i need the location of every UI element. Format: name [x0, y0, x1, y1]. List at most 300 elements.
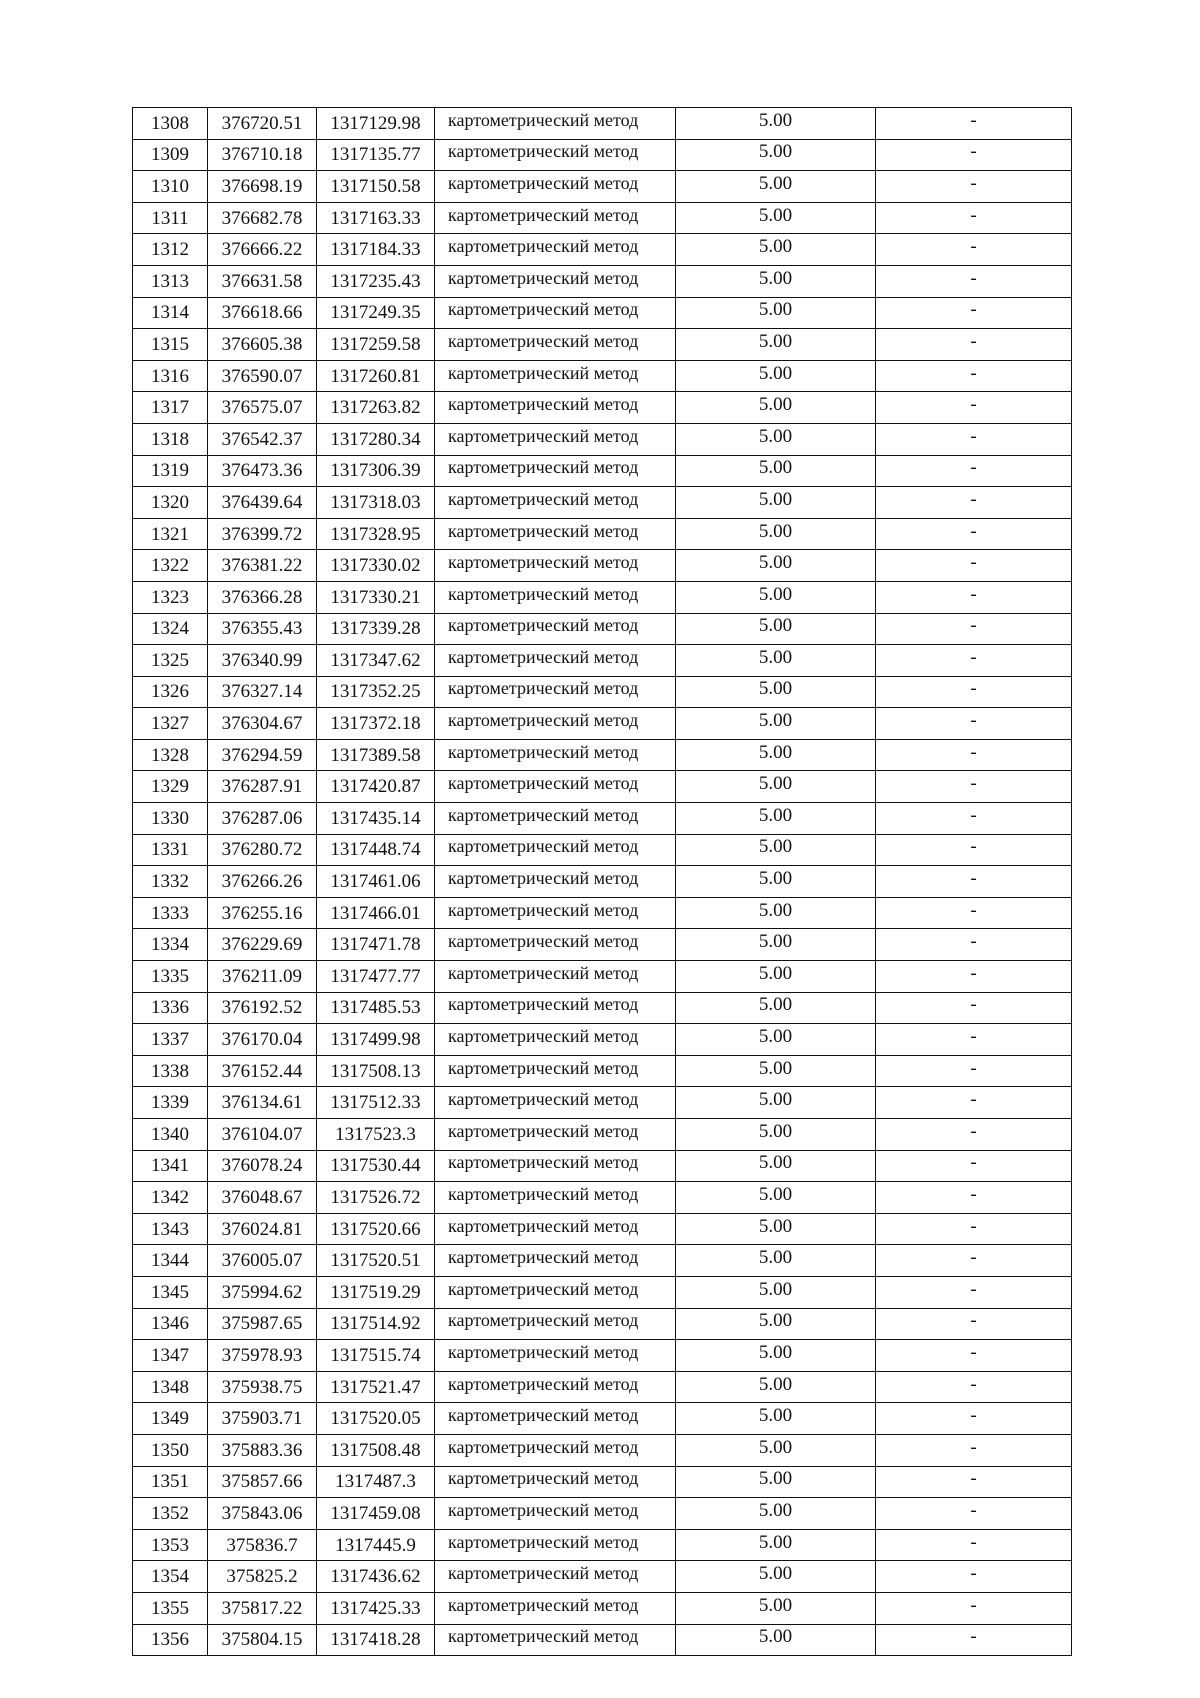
accuracy-cell: 5.00 — [676, 1242, 876, 1274]
accuracy-cell: 5.00 — [676, 831, 876, 863]
point-number-cell: 1334 — [133, 929, 208, 961]
x-coordinate-cell: 376682.78 — [208, 202, 317, 234]
y-coordinate-cell: 1317521.47 — [317, 1371, 435, 1403]
x-coordinate-cell: 375804.15 — [208, 1624, 317, 1656]
table-row — [133, 329, 1072, 361]
description-cell: - — [876, 231, 1072, 263]
x-coordinate-cell: 376698.19 — [208, 171, 317, 203]
point-number-cell: 1348 — [133, 1371, 208, 1403]
accuracy-cell: 5.00 — [676, 420, 876, 452]
accuracy-cell: 5.00 — [676, 1021, 876, 1053]
description-cell: - — [876, 800, 1072, 832]
x-coordinate-cell: 376170.04 — [208, 1024, 317, 1056]
point-number-cell: 1340 — [133, 1119, 208, 1151]
y-coordinate-cell: 1317487.3 — [317, 1466, 435, 1498]
point-number-cell: 1345 — [133, 1276, 208, 1308]
method-cell: картометрический метод — [435, 578, 676, 610]
point-number-cell: 1309 — [133, 139, 208, 171]
accuracy-cell: 5.00 — [676, 863, 876, 895]
y-coordinate-cell: 1317372.18 — [317, 708, 435, 740]
point-number-cell: 1308 — [133, 108, 208, 140]
description-cell: - — [876, 989, 1072, 1021]
accuracy-cell: 5.00 — [676, 1558, 876, 1590]
method-cell: картометрический метод — [435, 1526, 676, 1558]
point-number-cell: 1317 — [133, 392, 208, 424]
point-number-cell: 1327 — [133, 708, 208, 740]
y-coordinate-cell: 1317485.53 — [317, 992, 435, 1024]
table-row — [133, 1055, 1072, 1087]
x-coordinate-cell: 376255.16 — [208, 897, 317, 929]
y-coordinate-cell: 1317466.01 — [317, 897, 435, 929]
description-cell: - — [876, 578, 1072, 610]
x-coordinate-cell: 376192.52 — [208, 992, 317, 1024]
description-cell: - — [876, 136, 1072, 168]
table-row — [133, 1466, 1072, 1498]
table-row — [133, 1529, 1072, 1561]
table-row — [133, 708, 1072, 740]
description-cell: - — [876, 1526, 1072, 1558]
x-coordinate-cell: 376542.37 — [208, 423, 317, 455]
method-cell: картометрический метод — [435, 926, 676, 958]
x-coordinate-cell: 376134.61 — [208, 1087, 317, 1119]
table-row — [133, 1119, 1072, 1151]
method-cell: картометрический метод — [435, 1210, 676, 1242]
accuracy-cell: 5.00 — [676, 673, 876, 705]
table-row — [133, 1024, 1072, 1056]
description-cell: - — [876, 1589, 1072, 1621]
description-cell: - — [876, 199, 1072, 231]
accuracy-cell: 5.00 — [676, 262, 876, 294]
x-coordinate-cell: 376048.67 — [208, 1182, 317, 1214]
table-row — [133, 1434, 1072, 1466]
description-cell: - — [876, 958, 1072, 990]
x-coordinate-cell: 375857.66 — [208, 1466, 317, 1498]
y-coordinate-cell: 1317514.92 — [317, 1308, 435, 1340]
table-row — [133, 455, 1072, 487]
accuracy-cell: 5.00 — [676, 515, 876, 547]
y-coordinate-cell: 1317318.03 — [317, 487, 435, 519]
description-cell: - — [876, 673, 1072, 705]
table-row — [133, 423, 1072, 455]
x-coordinate-cell: 376366.28 — [208, 581, 317, 613]
y-coordinate-cell: 1317135.77 — [317, 139, 435, 171]
y-coordinate-cell: 1317306.39 — [317, 455, 435, 487]
table-row — [133, 1371, 1072, 1403]
x-coordinate-cell: 375825.2 — [208, 1561, 317, 1593]
method-cell: картометрический метод — [435, 800, 676, 832]
method-cell: картометрический метод — [435, 1052, 676, 1084]
method-cell: картометрический метод — [435, 736, 676, 768]
point-number-cell: 1323 — [133, 581, 208, 613]
description-cell: - — [876, 831, 1072, 863]
method-cell: картометрический метод — [435, 547, 676, 579]
x-coordinate-cell: 376287.06 — [208, 803, 317, 835]
x-coordinate-cell: 376439.64 — [208, 487, 317, 519]
accuracy-cell: 5.00 — [676, 1337, 876, 1369]
method-cell: картометрический метод — [435, 357, 676, 389]
method-cell: картометрический метод — [435, 199, 676, 231]
table-row — [133, 1403, 1072, 1435]
accuracy-cell: 5.00 — [676, 357, 876, 389]
description-cell: - — [876, 1621, 1072, 1653]
y-coordinate-cell: 1317339.28 — [317, 613, 435, 645]
y-coordinate-cell: 1317477.77 — [317, 961, 435, 993]
table-row — [133, 739, 1072, 771]
y-coordinate-cell: 1317499.98 — [317, 1024, 435, 1056]
description-cell: - — [876, 1273, 1072, 1305]
point-number-cell: 1331 — [133, 834, 208, 866]
y-coordinate-cell: 1317459.08 — [317, 1498, 435, 1530]
method-cell: картометрический метод — [435, 1589, 676, 1621]
method-cell: картометрический метод — [435, 831, 676, 863]
accuracy-cell: 5.00 — [676, 1621, 876, 1653]
point-number-cell: 1339 — [133, 1087, 208, 1119]
table-row — [133, 1308, 1072, 1340]
accuracy-cell: 5.00 — [676, 1305, 876, 1337]
point-number-cell: 1324 — [133, 613, 208, 645]
y-coordinate-cell: 1317508.48 — [317, 1434, 435, 1466]
table-row — [133, 171, 1072, 203]
point-number-cell: 1338 — [133, 1055, 208, 1087]
description-cell: - — [876, 894, 1072, 926]
table-row — [133, 866, 1072, 898]
description-cell: - — [876, 389, 1072, 421]
method-cell: картометрический метод — [435, 673, 676, 705]
y-coordinate-cell: 1317461.06 — [317, 866, 435, 898]
table-row — [133, 1213, 1072, 1245]
y-coordinate-cell: 1317163.33 — [317, 202, 435, 234]
y-coordinate-cell: 1317519.29 — [317, 1276, 435, 1308]
table-row — [133, 108, 1072, 140]
point-number-cell: 1337 — [133, 1024, 208, 1056]
table-row — [133, 1087, 1072, 1119]
y-coordinate-cell: 1317436.62 — [317, 1561, 435, 1593]
accuracy-cell: 5.00 — [676, 484, 876, 516]
table-row — [133, 297, 1072, 329]
description-cell: - — [876, 1368, 1072, 1400]
table-row — [133, 1624, 1072, 1656]
table-row — [133, 487, 1072, 519]
point-number-cell: 1354 — [133, 1561, 208, 1593]
description-cell: - — [876, 1210, 1072, 1242]
x-coordinate-cell: 375817.22 — [208, 1592, 317, 1624]
accuracy-cell: 5.00 — [676, 105, 876, 137]
accuracy-cell: 5.00 — [676, 610, 876, 642]
method-cell: картометрический метод — [435, 1273, 676, 1305]
coordinates-table — [132, 107, 1072, 1656]
x-coordinate-cell: 375903.71 — [208, 1403, 317, 1435]
method-cell: картометрический метод — [435, 1179, 676, 1211]
method-cell: картометрический метод — [435, 1621, 676, 1653]
table-row — [133, 202, 1072, 234]
point-number-cell: 1352 — [133, 1498, 208, 1530]
method-cell: картометрический метод — [435, 262, 676, 294]
description-cell: - — [876, 1179, 1072, 1211]
method-cell: картометрический метод — [435, 989, 676, 1021]
point-number-cell: 1349 — [133, 1403, 208, 1435]
method-cell: картометрический метод — [435, 231, 676, 263]
y-coordinate-cell: 1317260.81 — [317, 360, 435, 392]
y-coordinate-cell: 1317520.05 — [317, 1403, 435, 1435]
accuracy-cell: 5.00 — [676, 894, 876, 926]
x-coordinate-cell: 376280.72 — [208, 834, 317, 866]
point-number-cell: 1350 — [133, 1434, 208, 1466]
point-number-cell: 1335 — [133, 961, 208, 993]
x-coordinate-cell: 376399.72 — [208, 518, 317, 550]
method-cell: картометрический метод — [435, 1021, 676, 1053]
description-cell: - — [876, 547, 1072, 579]
point-number-cell: 1322 — [133, 550, 208, 582]
table-row — [133, 803, 1072, 835]
point-number-cell: 1318 — [133, 423, 208, 455]
accuracy-cell: 5.00 — [676, 989, 876, 1021]
y-coordinate-cell: 1317520.66 — [317, 1213, 435, 1245]
table-row — [133, 1150, 1072, 1182]
description-cell: - — [876, 705, 1072, 737]
x-coordinate-cell: 376294.59 — [208, 739, 317, 771]
accuracy-cell: 5.00 — [676, 1273, 876, 1305]
accuracy-cell: 5.00 — [676, 1400, 876, 1432]
x-coordinate-cell: 376287.91 — [208, 771, 317, 803]
accuracy-cell: 5.00 — [676, 578, 876, 610]
accuracy-cell: 5.00 — [676, 1210, 876, 1242]
y-coordinate-cell: 1317328.95 — [317, 518, 435, 550]
description-cell: - — [876, 1558, 1072, 1590]
accuracy-cell: 5.00 — [676, 1147, 876, 1179]
point-number-cell: 1356 — [133, 1624, 208, 1656]
method-cell: картометрический метод — [435, 1463, 676, 1495]
accuracy-cell: 5.00 — [676, 1116, 876, 1148]
table-row — [133, 613, 1072, 645]
accuracy-cell: 5.00 — [676, 1589, 876, 1621]
table-row — [133, 234, 1072, 266]
point-number-cell: 1332 — [133, 866, 208, 898]
x-coordinate-cell: 376304.67 — [208, 708, 317, 740]
accuracy-cell: 5.00 — [676, 452, 876, 484]
method-cell: картометрический метод — [435, 1084, 676, 1116]
table-row — [133, 1340, 1072, 1372]
x-coordinate-cell: 375883.36 — [208, 1434, 317, 1466]
method-cell: картометрический метод — [435, 389, 676, 421]
description-cell: - — [876, 1052, 1072, 1084]
description-cell: - — [876, 105, 1072, 137]
accuracy-cell: 5.00 — [676, 231, 876, 263]
accuracy-cell: 5.00 — [676, 1052, 876, 1084]
description-cell: - — [876, 1242, 1072, 1274]
table-row — [133, 518, 1072, 550]
table-row — [133, 392, 1072, 424]
x-coordinate-cell: 375987.65 — [208, 1308, 317, 1340]
method-cell: картометрический метод — [435, 1242, 676, 1274]
method-cell: картометрический метод — [435, 705, 676, 737]
accuracy-cell: 5.00 — [676, 1431, 876, 1463]
x-coordinate-cell: 376666.22 — [208, 234, 317, 266]
y-coordinate-cell: 1317184.33 — [317, 234, 435, 266]
table-row — [133, 676, 1072, 708]
accuracy-cell: 5.00 — [676, 1526, 876, 1558]
accuracy-cell: 5.00 — [676, 958, 876, 990]
point-number-cell: 1312 — [133, 234, 208, 266]
y-coordinate-cell: 1317445.9 — [317, 1529, 435, 1561]
x-coordinate-cell: 376381.22 — [208, 550, 317, 582]
description-cell: - — [876, 515, 1072, 547]
accuracy-cell: 5.00 — [676, 1495, 876, 1527]
table-row — [133, 929, 1072, 961]
table-row — [133, 1498, 1072, 1530]
point-number-cell: 1311 — [133, 202, 208, 234]
x-coordinate-cell: 376152.44 — [208, 1055, 317, 1087]
accuracy-cell: 5.00 — [676, 800, 876, 832]
y-coordinate-cell: 1317263.82 — [317, 392, 435, 424]
y-coordinate-cell: 1317448.74 — [317, 834, 435, 866]
description-cell: - — [876, 357, 1072, 389]
accuracy-cell: 5.00 — [676, 136, 876, 168]
description-cell: - — [876, 262, 1072, 294]
x-coordinate-cell: 376024.81 — [208, 1213, 317, 1245]
y-coordinate-cell: 1317150.58 — [317, 171, 435, 203]
point-number-cell: 1330 — [133, 803, 208, 835]
accuracy-cell: 5.00 — [676, 1463, 876, 1495]
table-row — [133, 992, 1072, 1024]
description-cell: - — [876, 484, 1072, 516]
y-coordinate-cell: 1317471.78 — [317, 929, 435, 961]
table-row — [133, 139, 1072, 171]
x-coordinate-cell: 376340.99 — [208, 645, 317, 677]
y-coordinate-cell: 1317330.02 — [317, 550, 435, 582]
point-number-cell: 1353 — [133, 1529, 208, 1561]
method-cell: картометрический метод — [435, 326, 676, 358]
description-cell: - — [876, 1116, 1072, 1148]
description-cell: - — [876, 736, 1072, 768]
x-coordinate-cell: 375843.06 — [208, 1498, 317, 1530]
accuracy-cell: 5.00 — [676, 1368, 876, 1400]
coordinates-table-body — [133, 108, 1072, 1656]
accuracy-cell: 5.00 — [676, 1084, 876, 1116]
point-number-cell: 1355 — [133, 1592, 208, 1624]
accuracy-cell: 5.00 — [676, 389, 876, 421]
description-cell: - — [876, 1147, 1072, 1179]
description-cell: - — [876, 1084, 1072, 1116]
method-cell: картометрический метод — [435, 1495, 676, 1527]
description-cell: - — [876, 926, 1072, 958]
accuracy-cell: 5.00 — [676, 736, 876, 768]
description-cell: - — [876, 610, 1072, 642]
x-coordinate-cell: 376720.51 — [208, 108, 317, 140]
x-coordinate-cell: 376631.58 — [208, 265, 317, 297]
method-cell: картометрический метод — [435, 136, 676, 168]
y-coordinate-cell: 1317389.58 — [317, 739, 435, 771]
description-cell: - — [876, 1431, 1072, 1463]
method-cell: картометрический метод — [435, 1116, 676, 1148]
x-coordinate-cell: 376575.07 — [208, 392, 317, 424]
y-coordinate-cell: 1317129.98 — [317, 108, 435, 140]
x-coordinate-cell: 376473.36 — [208, 455, 317, 487]
method-cell: картометрический метод — [435, 1431, 676, 1463]
x-coordinate-cell: 376005.07 — [208, 1245, 317, 1277]
y-coordinate-cell: 1317280.34 — [317, 423, 435, 455]
table-row — [133, 1182, 1072, 1214]
point-number-cell: 1333 — [133, 897, 208, 929]
point-number-cell: 1347 — [133, 1340, 208, 1372]
table-row — [133, 897, 1072, 929]
x-coordinate-cell: 375978.93 — [208, 1340, 317, 1372]
accuracy-cell: 5.00 — [676, 547, 876, 579]
point-number-cell: 1314 — [133, 297, 208, 329]
x-coordinate-cell: 375994.62 — [208, 1276, 317, 1308]
method-cell: картометрический метод — [435, 420, 676, 452]
method-cell: картометрический метод — [435, 894, 676, 926]
table-row — [133, 1245, 1072, 1277]
accuracy-cell: 5.00 — [676, 705, 876, 737]
description-cell: - — [876, 1021, 1072, 1053]
method-cell: картометрический метод — [435, 1337, 676, 1369]
description-cell: - — [876, 1463, 1072, 1495]
accuracy-cell: 5.00 — [676, 642, 876, 674]
accuracy-cell: 5.00 — [676, 768, 876, 800]
x-coordinate-cell: 376104.07 — [208, 1119, 317, 1151]
y-coordinate-cell: 1317249.35 — [317, 297, 435, 329]
point-number-cell: 1344 — [133, 1245, 208, 1277]
y-coordinate-cell: 1317523.3 — [317, 1119, 435, 1151]
x-coordinate-cell: 376078.24 — [208, 1150, 317, 1182]
table-row — [133, 961, 1072, 993]
point-number-cell: 1341 — [133, 1150, 208, 1182]
method-cell: картометрический метод — [435, 484, 676, 516]
x-coordinate-cell: 376266.26 — [208, 866, 317, 898]
x-coordinate-cell: 376211.09 — [208, 961, 317, 993]
method-cell: картометрический метод — [435, 1558, 676, 1590]
method-cell: картометрический метод — [435, 1400, 676, 1432]
table-row — [133, 1276, 1072, 1308]
y-coordinate-cell: 1317259.58 — [317, 329, 435, 361]
table-row — [133, 645, 1072, 677]
point-number-cell: 1326 — [133, 676, 208, 708]
x-coordinate-cell: 376327.14 — [208, 676, 317, 708]
table-row — [133, 265, 1072, 297]
description-cell: - — [876, 863, 1072, 895]
table-row — [133, 581, 1072, 613]
description-cell: - — [876, 326, 1072, 358]
method-cell: картометрический метод — [435, 515, 676, 547]
y-coordinate-cell: 1317530.44 — [317, 1150, 435, 1182]
method-cell: картометрический метод — [435, 863, 676, 895]
method-cell: картометрический метод — [435, 642, 676, 674]
description-cell: - — [876, 168, 1072, 200]
point-number-cell: 1320 — [133, 487, 208, 519]
y-coordinate-cell: 1317347.62 — [317, 645, 435, 677]
y-coordinate-cell: 1317425.33 — [317, 1592, 435, 1624]
table-row — [133, 771, 1072, 803]
point-number-cell: 1319 — [133, 455, 208, 487]
method-cell: картометрический метод — [435, 958, 676, 990]
description-cell: - — [876, 768, 1072, 800]
point-number-cell: 1310 — [133, 171, 208, 203]
point-number-cell: 1313 — [133, 265, 208, 297]
y-coordinate-cell: 1317418.28 — [317, 1624, 435, 1656]
method-cell: картометрический метод — [435, 168, 676, 200]
method-cell: картометрический метод — [435, 105, 676, 137]
description-cell: - — [876, 452, 1072, 484]
point-number-cell: 1328 — [133, 739, 208, 771]
y-coordinate-cell: 1317352.25 — [317, 676, 435, 708]
point-number-cell: 1342 — [133, 1182, 208, 1214]
table-row — [133, 360, 1072, 392]
x-coordinate-cell: 376605.38 — [208, 329, 317, 361]
point-number-cell: 1336 — [133, 992, 208, 1024]
x-coordinate-cell: 376710.18 — [208, 139, 317, 171]
y-coordinate-cell: 1317508.13 — [317, 1055, 435, 1087]
method-cell: картометрический метод — [435, 1368, 676, 1400]
